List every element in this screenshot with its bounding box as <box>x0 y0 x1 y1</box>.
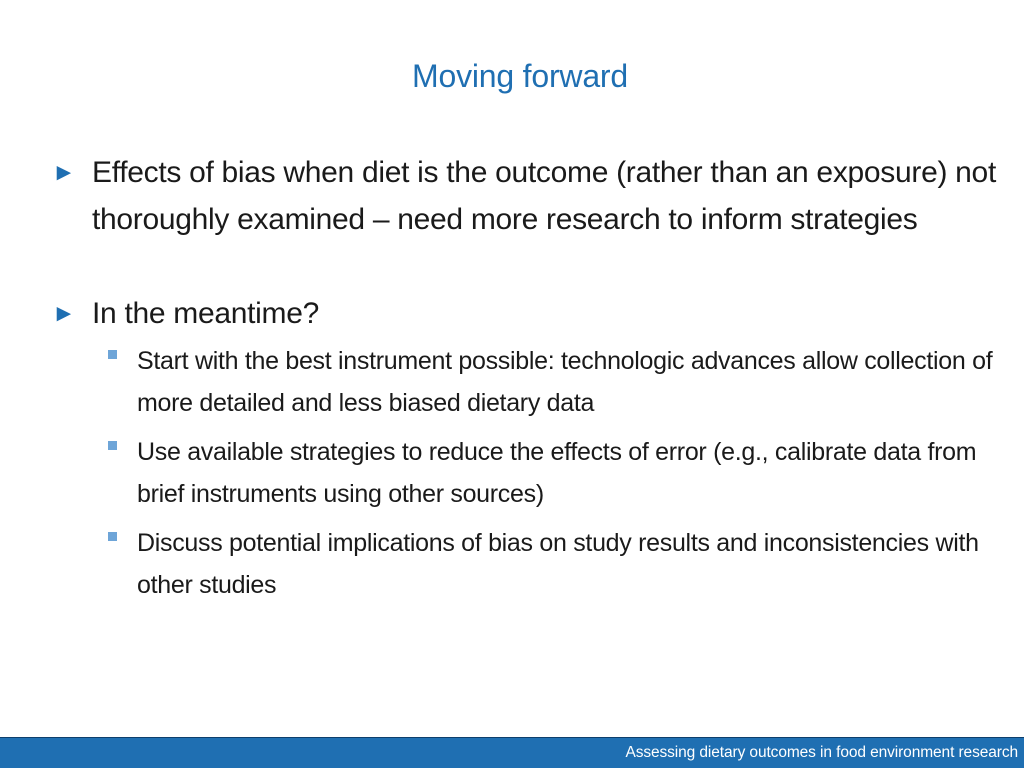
bullet-item <box>52 291 1002 338</box>
sub-bullet-text: Discuss potential implications of bias on study results and inconsistencies with other studies <box>137 528 979 599</box>
sub-bullet-text: Start with the best instrument possible: technologic advances allow collection of more detailed and less biased dietary data <box>137 346 993 417</box>
triangle-bullet-icon: ► <box>52 159 76 186</box>
sub-bullet-list <box>52 340 1002 607</box>
sub-bullet-text: Use available strategies to reduce the effects of error (e.g., calibrate data from brief instruments using other sources) <box>137 437 977 508</box>
bullet-item <box>52 150 1002 243</box>
bullet-text: In the meantime? <box>92 297 319 330</box>
footer-bar <box>0 737 1024 768</box>
footer-text: Assessing dietary outcomes in food environment research <box>625 744 1018 761</box>
sub-bullet-item <box>97 522 1002 607</box>
triangle-bullet-icon: ► <box>52 300 76 327</box>
slide-title: Moving forward <box>412 58 628 94</box>
square-bullet-icon <box>108 532 117 541</box>
bullet-text: Effects of bias when diet is the outcome (rather than an exposure) not thoroughly examined – need more research to inform strategies <box>92 156 996 236</box>
sub-bullet-item <box>97 431 1002 516</box>
bullet-list <box>52 150 1002 613</box>
square-bullet-icon <box>108 350 117 359</box>
sub-bullet-item <box>97 340 1002 425</box>
square-bullet-icon <box>108 441 117 450</box>
